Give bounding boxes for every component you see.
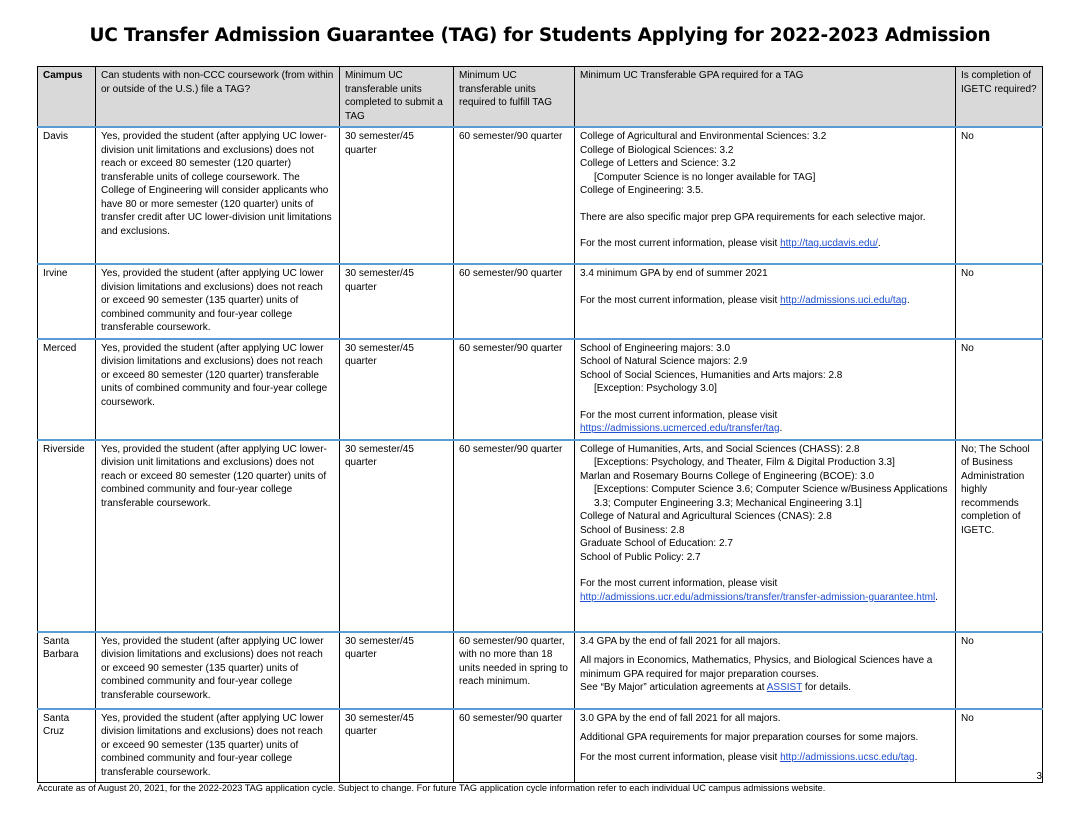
gpa-line: School of Social Sciences, Humanities and Arts majors: 2.8 (580, 369, 843, 381)
igetc-cell: No (956, 339, 1043, 440)
gpa-line: School of Natural Science majors: 2.9 (580, 356, 748, 367)
submit-units-cell: 30 semester/45 quarter (340, 709, 454, 783)
table-row (38, 264, 1043, 339)
gpa-cell (575, 632, 956, 709)
info-line: See “By Major” articulation agreements at ASSIST for details. (580, 682, 852, 693)
gpa-cell (575, 709, 956, 783)
header-min-units-fulfill: Minimum UC transferable units required to fulfill TAG (454, 67, 575, 128)
header-igetc: Is completion of IGETC required? (956, 67, 1043, 128)
campus-name: Irvine (38, 264, 96, 339)
davis-tag-link[interactable]: http://tag.ucdavis.edu/ (780, 238, 878, 249)
submit-units-cell: 30 semester/45 quarter (340, 127, 454, 264)
gpa-note: Additional GPA requirements for major preparation courses for some majors. (580, 732, 919, 743)
gpa-line: College of Humanities, Arts, and Social Sciences (CHASS): 2.8 (580, 443, 860, 455)
header-min-units-submit: Minimum UC transferable units completed to submit a TAG (340, 67, 454, 128)
fulfill-units-cell: 60 semester/90 quarter (454, 264, 575, 339)
gpa-exception: [Exception: Psychology 3.0] (594, 383, 717, 394)
fulfill-units-cell: 60 semester/90 quarter (454, 127, 575, 264)
gpa-line: College of Agricultural and Environmental Sciences: 3.2 (580, 131, 827, 142)
non-ccc-cell: Yes, provided the student (after applying UC lower division limitations and exclusions) does not reach or exceed 90 semester (135 quarter) units of combined community and four-year college transferable coursework. (96, 709, 340, 783)
gpa-note: There are also specific major prep GPA requirements for each selective major. (580, 211, 926, 223)
gpa-note: All majors in Economics, Mathematics, Physics, and Biological Sciences have a minimum GPA required for major preparation courses. (580, 655, 933, 680)
campus-name: Davis (38, 127, 96, 264)
santa-cruz-tag-link[interactable]: http://admissions.ucsc.edu/tag (780, 751, 915, 763)
igetc-cell: No; The School of Business Administration highly recommends completion of IGETC. (956, 440, 1043, 632)
info-line: For the most current information, please visit http://admissions.uci.edu/tag. (580, 294, 910, 306)
fulfill-units-cell: 60 semester/90 quarter (454, 709, 575, 783)
assist-link[interactable]: ASSIST (766, 682, 803, 693)
fulfill-units-cell: 60 semester/90 quarter (454, 339, 575, 440)
igetc-cell: No (956, 264, 1043, 339)
gpa-line: 3.4 GPA by the end of fall 2021 for all majors. (580, 635, 781, 647)
info-line: For the most current information, please visit (580, 578, 778, 589)
fulfill-units-cell: 60 semester/90 quarter (454, 440, 575, 632)
non-ccc-cell: Yes, provided the student (after applying UC lower division limitations and exclusions) does not reach or exceed 90 semester (135 quarter) units of combined community and four-year college transferable coursework. (96, 632, 340, 709)
gpa-line: College of Engineering: 3.5. (580, 185, 704, 196)
gpa-exception: [Exceptions: Computer Science 3.6; Computer Science w/Business Applications 3.3; Computer Engineering 3.3; Mechanical Engineering 3.1] (594, 484, 948, 509)
table-row (38, 440, 1043, 632)
campus-name: Santa Barbara (38, 632, 96, 709)
info-line: For the most current information, please visit http://admissions.ucsc.edu/tag. (580, 751, 918, 763)
riverside-tag-link[interactable]: http://admissions.ucr.edu/admissions/transfer/transfer-admission-guarantee.html (580, 591, 936, 603)
gpa-line: Graduate School of Education: 2.7 (580, 538, 733, 549)
gpa-line: School of Public Policy: 2.7 (580, 551, 701, 563)
gpa-cell (575, 264, 956, 339)
submit-units-cell: 30 semester/45 quarter (340, 440, 454, 632)
submit-units-cell: 30 semester/45 quarter (340, 632, 454, 709)
gpa-line: School of Business: 2.8 (580, 524, 685, 536)
non-ccc-cell: Yes, provided the student (after applying UC lower-division unit limitations and exclusions) does not reach or exceed 80 semester (120 quarter) units of combined community and four-year college transferable coursework. (96, 440, 340, 632)
submit-units-cell: 30 semester/45 quarter (340, 339, 454, 440)
igetc-cell: No (956, 632, 1043, 709)
campus-name: Santa Cruz (38, 709, 96, 783)
irvine-tag-link[interactable]: http://admissions.uci.edu/tag (780, 294, 907, 306)
gpa-line: Marlan and Rosemary Bourns College of Engineering (BCOE): 3.0 (580, 470, 875, 482)
campus-name: Merced (38, 339, 96, 440)
gpa-line: College of Biological Sciences: 3.2 (580, 144, 734, 156)
footer-note: Accurate as of August 20, 2021, for the 2022-2023 TAG application cycle. Subject to change. For future TAG application cycle information refer to each individual UC campus admissions website. (37, 783, 826, 793)
tag-table (37, 66, 1043, 783)
table-row (38, 709, 1043, 783)
page-number: 3 (1036, 771, 1042, 782)
gpa-cell: College of Humanities, Arts, and Social Sciences (CHASS): 2.8 [Exceptions: Psychology, and Theater, Film & Digital Production 3.3] Marlan and Rosemary Bourns College of Engineering (BCOE): 3.0 [Exceptions: Computer Science 3.6; Computer Science w/Business Applications 3.3; Computer Engineering 3.3; Mechanical Engineering 3.1] College of Natural and Agricultural Sciences (CNAS): 2.8 School of Business: 2.8 Graduate School of Education: 2.7 School of Public Policy: 2.7 For the most current information, please visit http://admissions.ucr.edu/admissions/transfer/transfer-admission-guarantee.html. (575, 440, 956, 632)
gpa-line: School of Engineering majors: 3.0 (580, 342, 731, 354)
gpa-line: College of Letters and Science: 3.2 (580, 158, 736, 169)
submit-units-cell: 30 semester/45 quarter (340, 264, 454, 339)
gpa-line: 3.4 minimum GPA by end of summer 2021 (580, 268, 768, 279)
header-non-ccc: Can students with non-CCC coursework (from within or outside of the U.S.) file a TAG? (96, 67, 340, 128)
non-ccc-cell: Yes, provided the student (after applying UC lower division limitations and exclusions) does not reach or exceed 90 semester (135 quarter) units of combined community and four-year college transferable coursework. (96, 264, 340, 339)
gpa-cell (575, 127, 956, 264)
info-line: For the most current information, please visit (580, 409, 778, 421)
header-row (38, 67, 1043, 128)
table-row (38, 339, 1043, 440)
gpa-exception: [Computer Science is no longer available for TAG] (594, 171, 816, 183)
campus-name: Riverside (38, 440, 96, 632)
non-ccc-cell: Yes, provided the student (after applying UC lower-division unit limitations and exclusions) does not reach or exceed 80 semester (120 quarter) transferable units of college coursework. The College of Engineering will consider applicants who have 80 or more semester (120 quarter) units of transfer credit after UC lower-division unit limitations and exclusions. (96, 127, 340, 264)
gpa-exception: [Exceptions: Psychology, and Theater, Film & Digital Production 3.3] (594, 457, 895, 468)
page-title: UC Transfer Admission Guarantee (TAG) for Students Applying for 2022-2023 Admission (89, 25, 991, 46)
header-gpa: Minimum UC Transferable GPA required for a TAG (575, 67, 956, 128)
table-row (38, 127, 1043, 264)
non-ccc-cell: Yes, provided the student (after applying UC lower division limitations and exclusions) does not reach or exceed 80 semester (120 quarter) transferable units of combined community and four-year college coursework. (96, 339, 340, 440)
gpa-cell: School of Engineering majors: 3.0 School of Natural Science majors: 2.9 School of Social Sciences, Humanities and Arts majors: 2.8 [Exception: Psychology 3.0] For the most current information, please visit https://admissions.ucmerced.edu/transfer/tag. (575, 339, 956, 440)
table-row (38, 632, 1043, 709)
merced-tag-link[interactable]: https://admissions.ucmerced.edu/transfer/tag (580, 423, 780, 434)
info-line: For the most current information, please visit http://tag.ucdavis.edu/. (580, 238, 881, 249)
igetc-cell: No (956, 709, 1043, 783)
gpa-line: College of Natural and Agricultural Sciences (CNAS): 2.8 (580, 511, 832, 522)
gpa-line: 3.0 GPA by the end of fall 2021 for all majors. (580, 712, 781, 724)
fulfill-units-cell: 60 semester/90 quarter, with no more than 18 units needed in spring to reach minimum. (454, 632, 575, 709)
igetc-cell: No (956, 127, 1043, 264)
header-campus: Campus (38, 67, 96, 128)
